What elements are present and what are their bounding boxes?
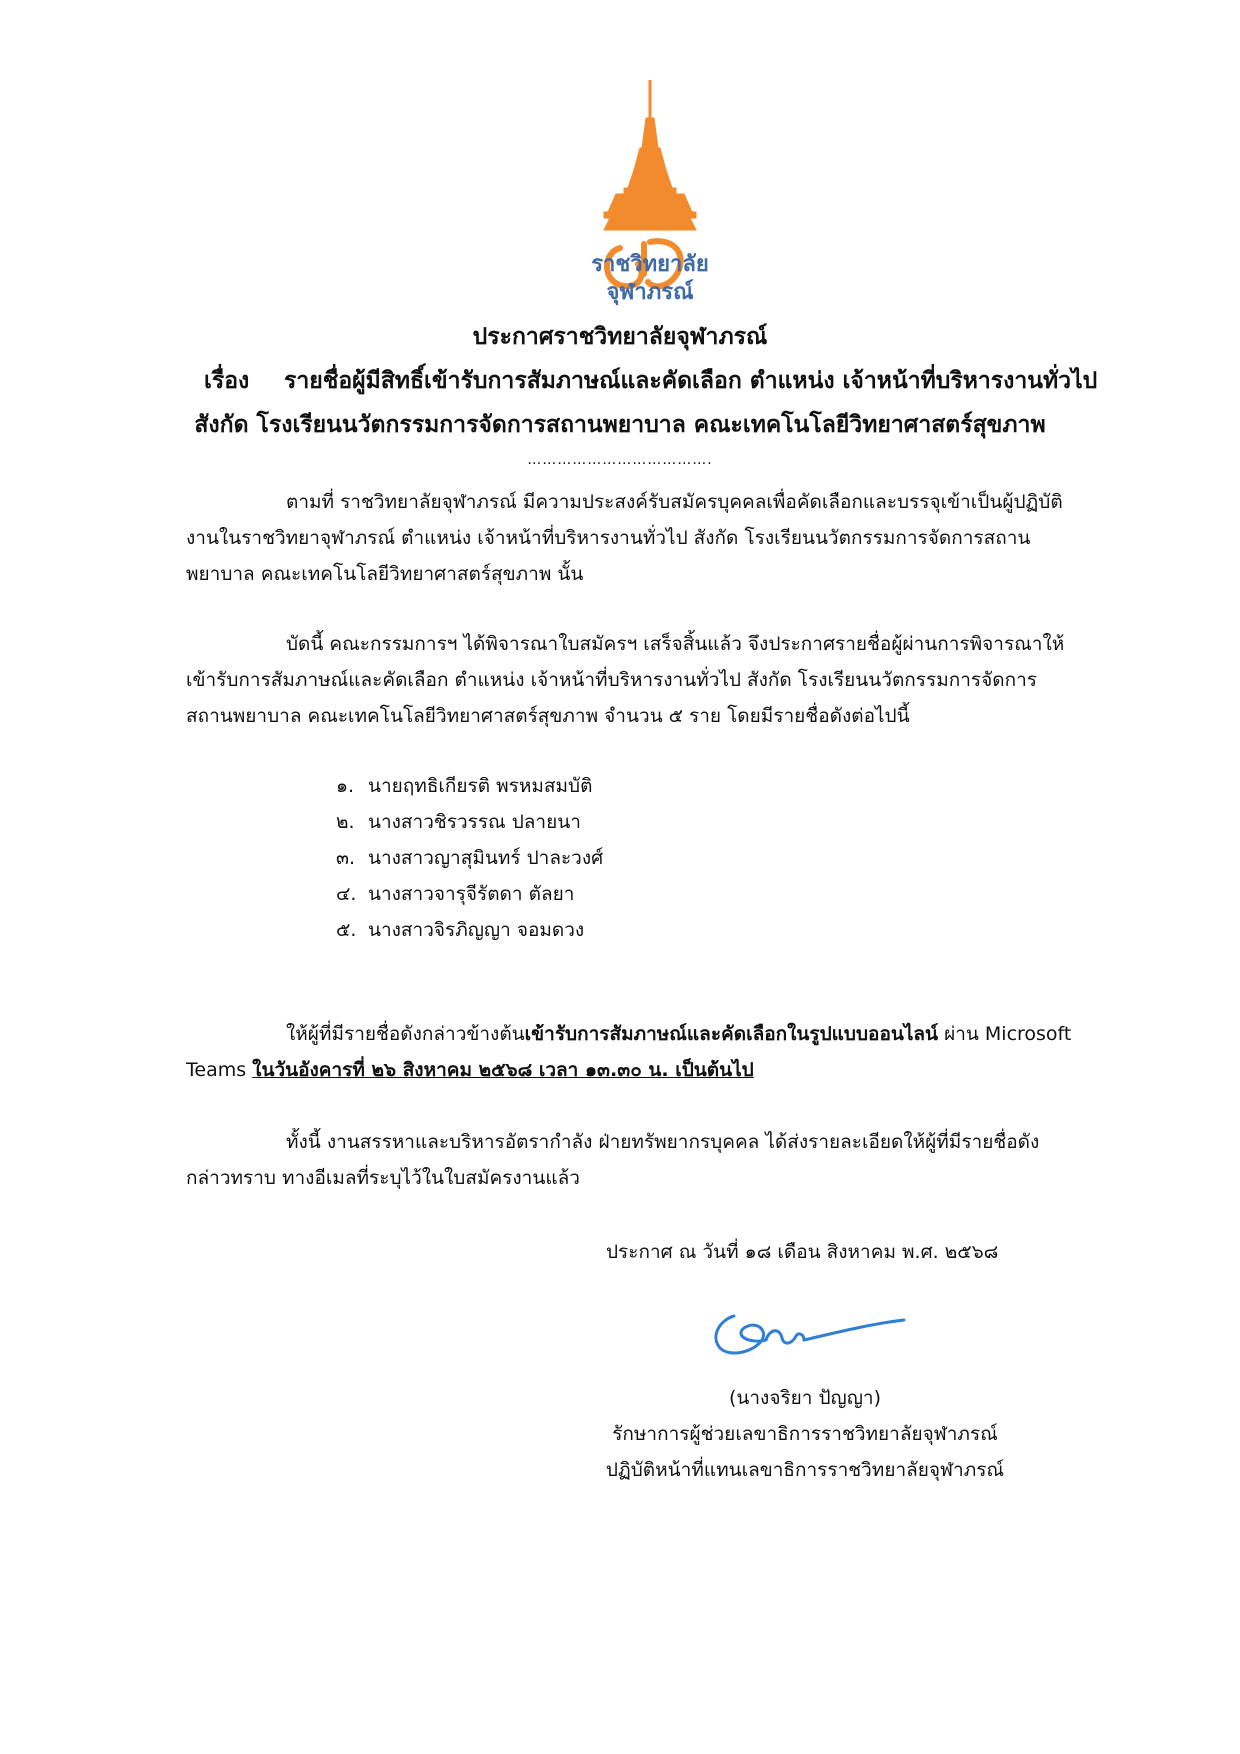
subject-line-2: สังกัด โรงเรียนนวัตกรรมการจัดการสถานพยาบาล คณะเทคโนโลยีวิทยาศาสตร์สุขภาพ	[194, 412, 1046, 438]
paragraph-line: สถานพยาบาล คณะเทคโนโลยีวิทยาศาสตร์สุขภาพ จำนวน ๕ ราย โดยมีรายชื่อดังต่อไปนี้	[186, 705, 910, 727]
paragraph-line: บัดนี้ คณะกรรมการฯ ได้พิจารณาใบสมัครฯ เสร็จสิ้นแล้ว จึงประกาศรายชื่อผู้ผ่านการพิจารณาให้	[286, 633, 1065, 655]
signatory-position-2: ปฏิบัติหน้าที่แทนเลขาธิการราชวิทยาลัยจุฬาภรณ์	[605, 1459, 1005, 1481]
signatory-name: (นางจริยา ปัญญา)	[728, 1387, 882, 1409]
paragraph-line: พยาบาล คณะเทคโนโลยีวิทยาศาสตร์สุขภาพ นั้น	[186, 563, 584, 585]
list-number: ๕.	[336, 919, 357, 941]
paragraph-line: งานในราชวิทยาจุฬาภรณ์ ตำแหน่ง เจ้าหน้าที่บริหารงานทั่วไป สังกัด โรงเรียนนวัตกรรมการจัดการสถาน	[186, 527, 1031, 549]
paragraph-interview-schedule	[186, 1016, 1112, 1088]
candidate-name: นางสาวชิรวรรณ ปลายนา	[368, 811, 581, 833]
list-number: ๔.	[336, 883, 357, 905]
candidate-name: นายฤทธิเกียรติ พรหมสมบัติ	[368, 775, 593, 797]
logo-name-line1: ราชวิทยาลัย	[591, 252, 709, 277]
paragraph-line: ทั้งนี้ งานสรรหาและบริหารอัตรากำลัง ฝ่ายทรัพยากรบุคคล ได้ส่งรายละเอียดให้ผู้ที่มีรายชื่อดัง	[286, 1131, 1040, 1153]
paragraph-notice	[186, 1124, 1112, 1196]
list-number: ๑.	[336, 775, 355, 797]
schedule-platform: ผ่าน Microsoft	[938, 1023, 1072, 1045]
list-item	[336, 768, 603, 804]
separator-dots: ……………………………….	[527, 452, 713, 468]
paragraph-line: ตามที่ ราชวิทยาลัยจุฬาภรณ์ มีความประสงค์รับสมัครบุคคลเพื่อคัดเลือกและบรรจุเข้าเป็นผู้ปฏิบัติ	[286, 491, 1063, 513]
schedule-datetime: ในวันอังคารที่ ๒๖ สิงหาคม ๒๕๖๘ เวลา ๑๓.๓๐ น. เป็นต้นไป	[252, 1059, 754, 1081]
list-item	[336, 912, 603, 948]
schedule-intro: ให้ผู้ที่มีรายชื่อดังกล่าวข้างต้น	[286, 1023, 525, 1045]
candidate-name: นางสาวจิรภิญญา จอมดวง	[368, 919, 585, 941]
announcement-title: ประกาศราชวิทยาลัยจุฬาภรณ์	[472, 324, 768, 350]
paragraph-result	[186, 626, 1112, 734]
logo-name-line2: จุฬาภรณ์	[606, 280, 694, 305]
subject-label: เรื่อง	[204, 368, 250, 394]
schedule-platform-cont: Teams	[186, 1059, 253, 1081]
schedule-format: เข้ารับการสัมภาษณ์และคัดเลือกในรูปแบบออนไลน์	[524, 1023, 939, 1045]
list-number: ๓.	[336, 847, 356, 869]
handwritten-signature	[700, 1294, 910, 1364]
announcement-date: ประกาศ ณ วันที่ ๑๘ เดือน สิงหาคม พ.ศ. ๒๕๖๘	[606, 1241, 999, 1263]
paragraph-line: กล่าวทราบ ทางอีเมลที่ระบุไว้ในใบสมัครงานแล้ว	[186, 1167, 580, 1189]
list-number: ๒.	[336, 811, 355, 833]
paragraph-line: เข้ารับการสัมภาษณ์และคัดเลือก ตำแหน่ง เจ้าหน้าที่บริหารงานทั่วไป สังกัด โรงเรียนนวัตกรรมการจัดการ	[186, 669, 1037, 691]
candidate-name: นางสาวญาสุมินทร์ ปาละวงศ์	[368, 847, 604, 869]
list-item	[336, 876, 603, 912]
list-item	[336, 804, 603, 840]
candidate-list	[336, 768, 603, 948]
subject-line-1: รายชื่อผู้มีสิทธิ์เข้ารับการสัมภาษณ์และคัดเลือก ตำแหน่ง เจ้าหน้าที่บริหารงานทั่วไป	[284, 368, 1098, 394]
signatory-position-1: รักษาการผู้ช่วยเลขาธิการราชวิทยาลัยจุฬาภรณ์	[612, 1423, 998, 1445]
list-item	[336, 840, 603, 876]
paragraph-intro	[186, 484, 1112, 592]
candidate-name: นางสาวจารุจีรัตดา ตัลยา	[368, 883, 575, 905]
